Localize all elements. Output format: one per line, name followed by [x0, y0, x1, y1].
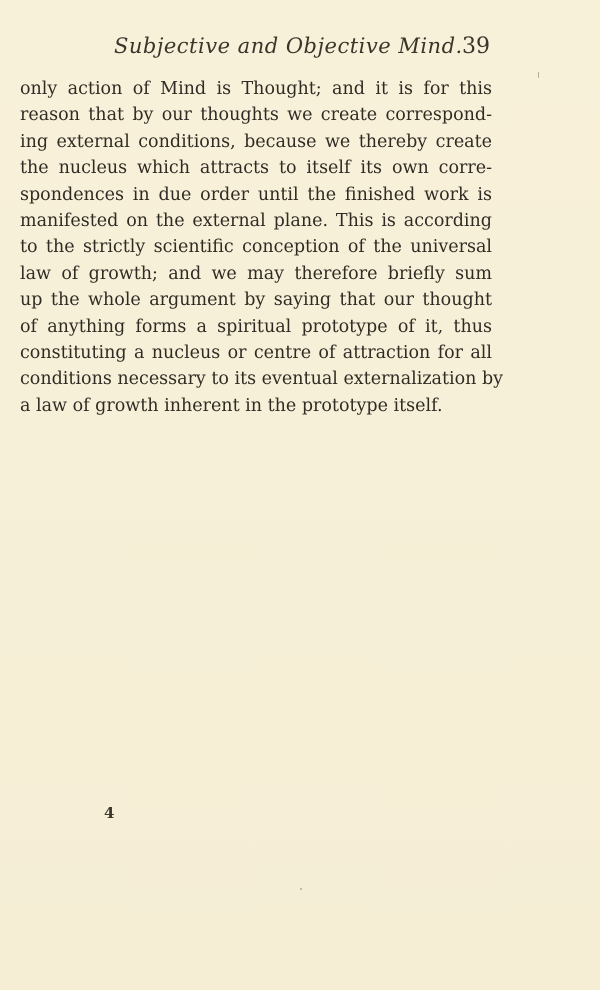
paper-speck — [538, 72, 539, 78]
text-line: reason that by our thoughts we create correspond- — [20, 105, 492, 126]
text-line: conditions necessary to its eventual externalization by — [20, 369, 504, 390]
page-number: 39 — [462, 34, 490, 59]
text-line: a law of growth inherent in the prototype itself. — [20, 395, 443, 416]
text-line: law of growth; and we may therefore briefly sum — [20, 263, 492, 284]
text-line: spondences in due order until the finished work is — [20, 184, 492, 205]
signature-mark: 4 — [104, 804, 115, 822]
text-line: manifested on the external plane. This is according — [20, 210, 492, 231]
running-title: Subjective and Objective Mind. — [114, 34, 463, 58]
paper-speck — [300, 888, 302, 890]
text-line: ing external conditions, because we thereby create — [20, 131, 492, 152]
text-line: only action of Mind is Thought; and it is for this — [20, 79, 492, 99]
text-line: of anything forms a spiritual prototype of it, thus — [20, 316, 492, 337]
running-head — [0, 34, 600, 64]
text-line: up the whole argument by saying that our thought — [20, 290, 492, 311]
text-line: the nucleus which attracts to itself its own corre- — [20, 158, 492, 179]
text-line: constituting a nucleus or centre of attraction for all — [20, 342, 492, 363]
text-line: to the strictly scientific conception of the universal — [20, 237, 492, 258]
body-paragraph — [20, 76, 504, 419]
